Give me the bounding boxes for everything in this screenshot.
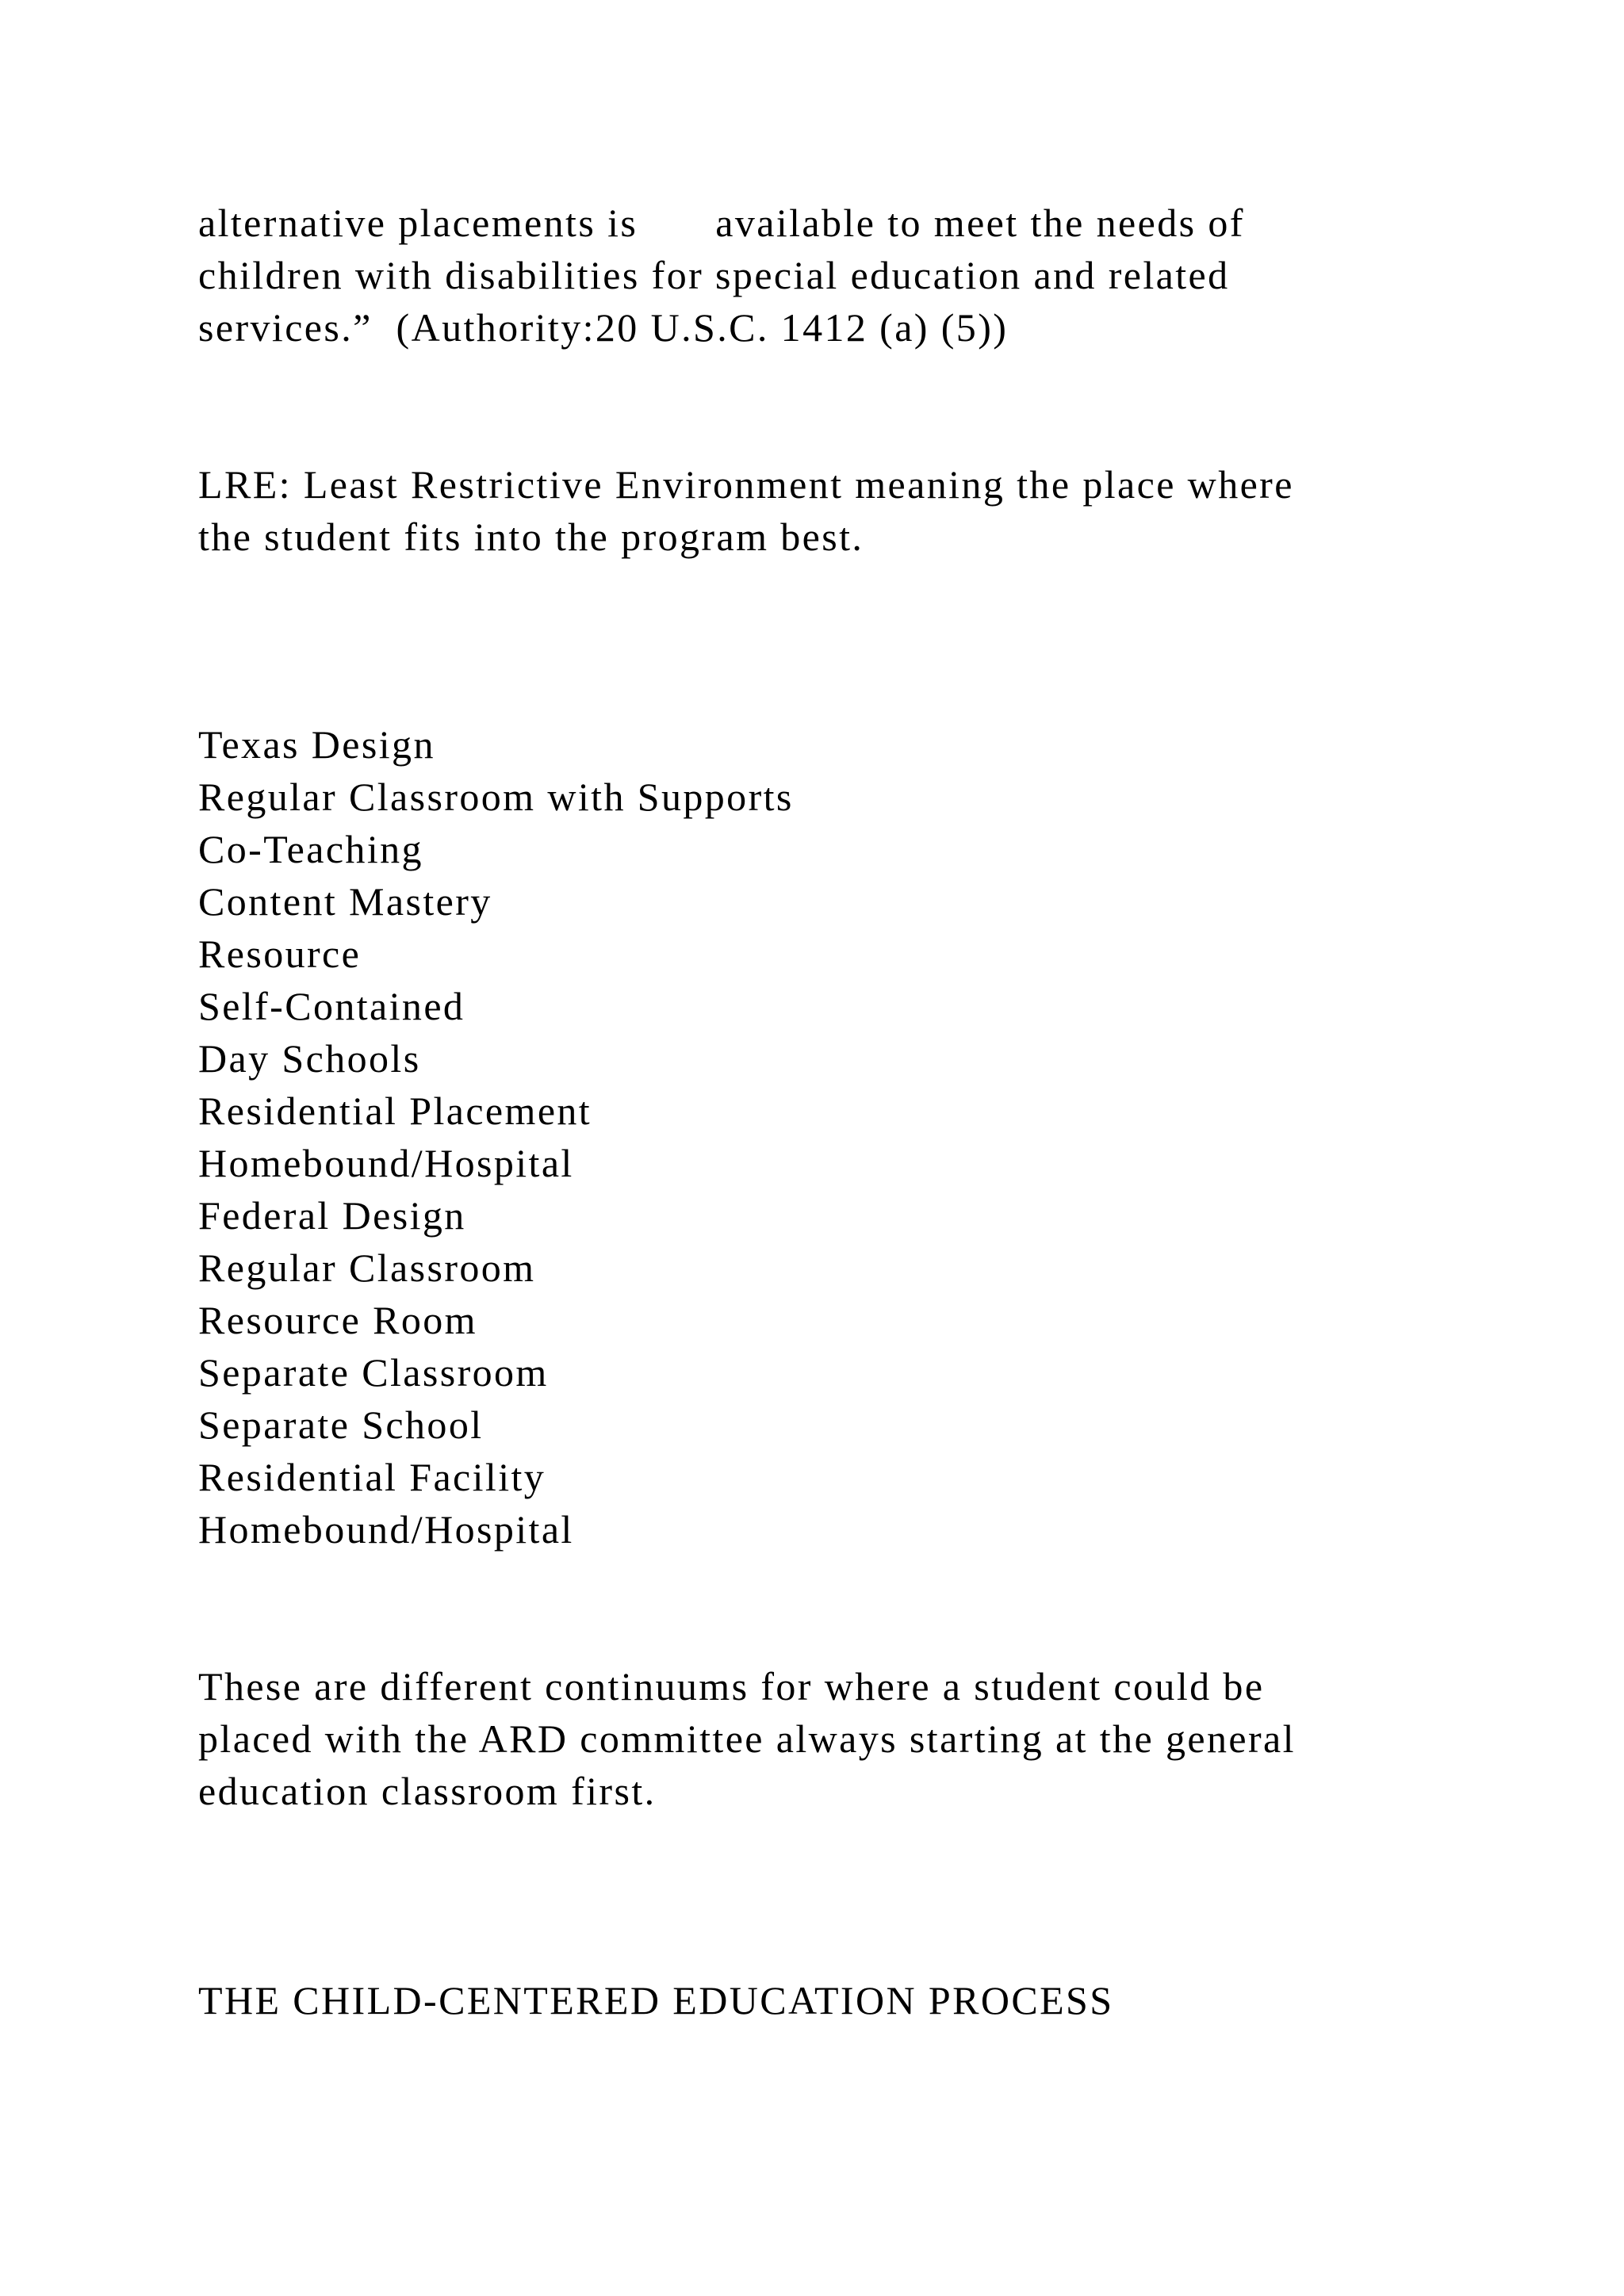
list-item: Homebound/Hospital: [198, 1507, 574, 1552]
continuum-line-2: placed with the ARD committee always starting at the general: [198, 1716, 1296, 1761]
list-item: Separate School: [198, 1402, 484, 1447]
list-item: Homebound/Hospital: [198, 1141, 574, 1185]
list-item: Day Schools: [198, 1036, 421, 1081]
list-item: Federal Design: [198, 1193, 466, 1238]
intro-line-3: services.” (Authority:20 U.S.C. 1412 (a) (5)): [198, 305, 1009, 350]
list-item: Texas Design: [198, 722, 435, 767]
intro-line-1-end: available to meet the needs of: [715, 201, 1245, 245]
list-item: Content Mastery: [198, 879, 492, 924]
list-item: Resource: [198, 932, 362, 976]
list-item: Separate Classroom: [198, 1350, 549, 1395]
intro-line-2: children with disabilities for special education and related: [198, 253, 1230, 297]
intro-line-1: [198, 197, 1245, 249]
lre-line-1: LRE: Least Restrictive Environment meaning the place where: [198, 462, 1294, 507]
list-item: Residential Facility: [198, 1455, 546, 1499]
continuum-line-1: These are different continuums for where a student could be: [198, 1664, 1265, 1709]
intro-line-1-start: alternative placements is: [198, 201, 638, 245]
list-item: Residential Placement: [198, 1089, 592, 1133]
placement-list: [198, 718, 794, 1556]
list-item: Self-Contained: [198, 984, 465, 1028]
continuum-line-3: education classroom first.: [198, 1769, 657, 1813]
list-item: Regular Classroom with Supports: [198, 775, 794, 819]
lre-line-2: the student fits into the program best.: [198, 515, 864, 559]
list-item: Regular Classroom: [198, 1246, 536, 1290]
list-item: Resource Room: [198, 1298, 477, 1342]
list-item: Co-Teaching: [198, 827, 423, 871]
section-heading: THE CHILD-CENTERED EDUCATION PROCESS: [198, 1978, 1114, 2022]
